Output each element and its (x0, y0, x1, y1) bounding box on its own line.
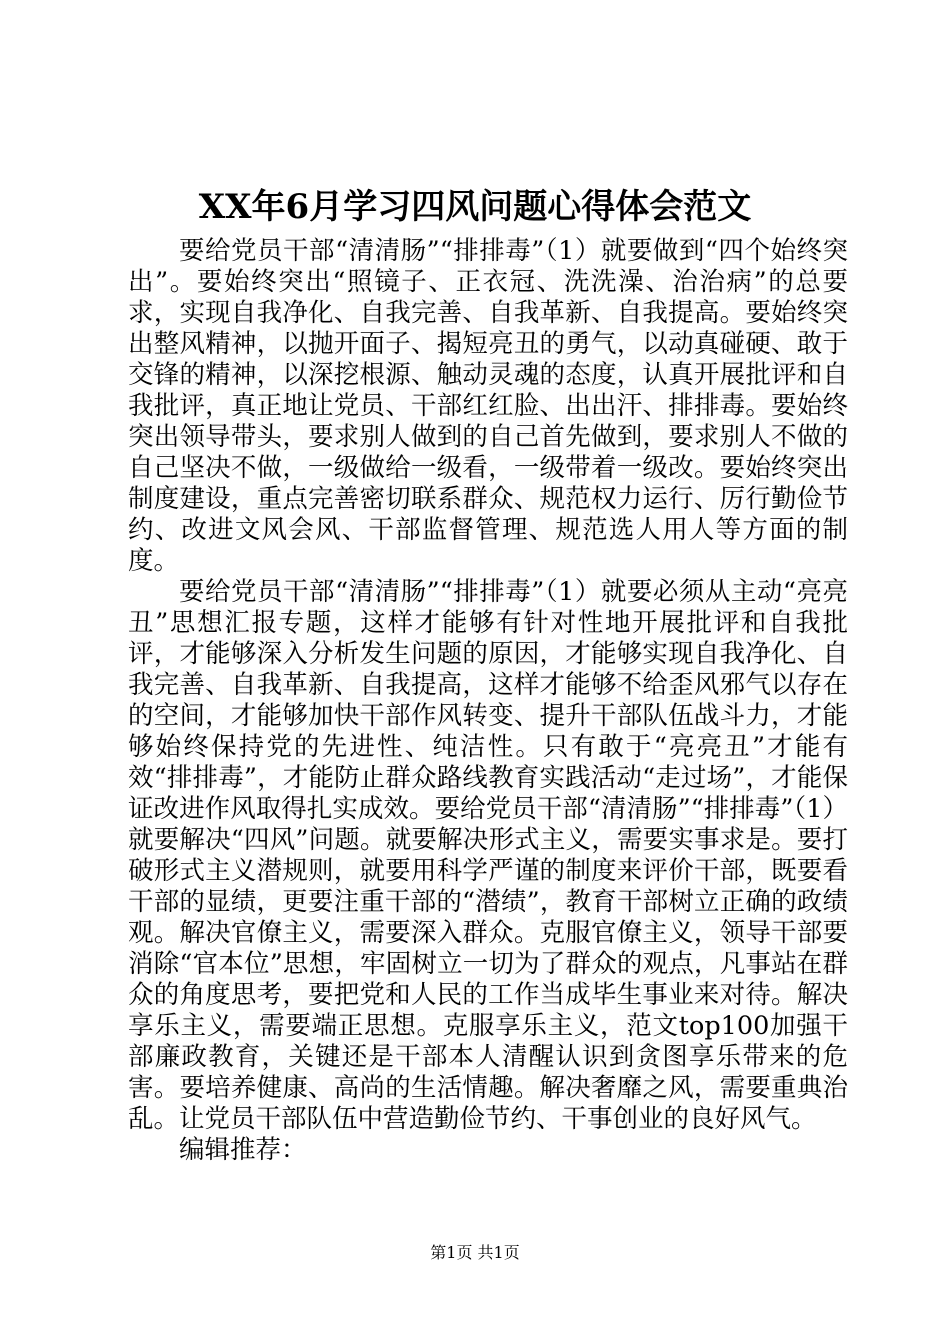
paragraph-3: 编辑推荐： (179, 1135, 307, 1165)
document-body (128, 236, 848, 1166)
page-footer: 第1页 共1页 (430, 1243, 520, 1262)
document-title: XX年6月学习四风问题心得体会范文 (198, 187, 752, 227)
paragraph-1: 要给党员干部“清清肠”“排排毒”（1）就要做到“四个始终突出”。要始终突出“照镜子、正衣冠、洗洗澡、治治病”的总要求，实现自我净化、自我完善、自我革新、自我提高。要始终突出整风精神，以抛开面子、揭短亮丑的勇气，以动真碰硬、敢于交锋的精神，以深挖根源、触动灵魂的态度，认真开展批评和自我批评，真正地让党员、干部红红脸、出出汗、排排毒。要始终突出领导带头，要求别人做到的自己首先做到，要求别人不做的自己坚决不做，一级做给一级看，一级带着一级改。要始终突出制度建设，重点完善密切联系群众、规范权力运行、厉行勤俭节约、改进文风会风、干部监督管理、规范选人用人等方面的制度。 (128, 236, 848, 576)
paragraph-2: 要给党员干部“清清肠”“排排毒”（1）就要必须从主动“亮亮丑”思想汇报专题，这样才能够有针对性地开展批评和自我批评，才能够深入分析发生问题的原因，才能够实现自我净化、自我完善、自我革新、自我提高，这样才能够不给歪风邪气以存在的空间，才能够加快干部作风转变、提升干部队伍战斗力，才能够始终保持党的先进性、纯洁性。只有敢于“亮亮丑”才能有效“排排毒”，才能防止群众路线教育实践活动“走过场”，才能保证改进作风取得扎实成效。要给党员干部“清清肠”“排排毒”（1）就要解决“四风”问题。就要解决形式主义，需要实事求是。要打破形式主义潜规则，就要用科学严谨的制度来评价干部，既要看干部的显绩，更要注重干部的“潜绩”，教育干部树立正确的政绩观。解决官僚主义，需要深入群众。克服官僚主义，领导干部要消除“官本位”思想，牢固树立一切为了群众的观点，凡事站在群众的角度思考，要把党和人民的工作当成毕生事业来对待。解决享乐主义，需要端正思想。克服享乐主义，范文top100加强干部廉政教育，关键还是干部本人清醒认识到贪图享乐带来的危害。要培养健康、高尚的生活情趣。解决奢靡之风，需要重典治乱。让党员干部队伍中营造勤俭节约、干事创业的良好风气。 (128, 577, 848, 1134)
